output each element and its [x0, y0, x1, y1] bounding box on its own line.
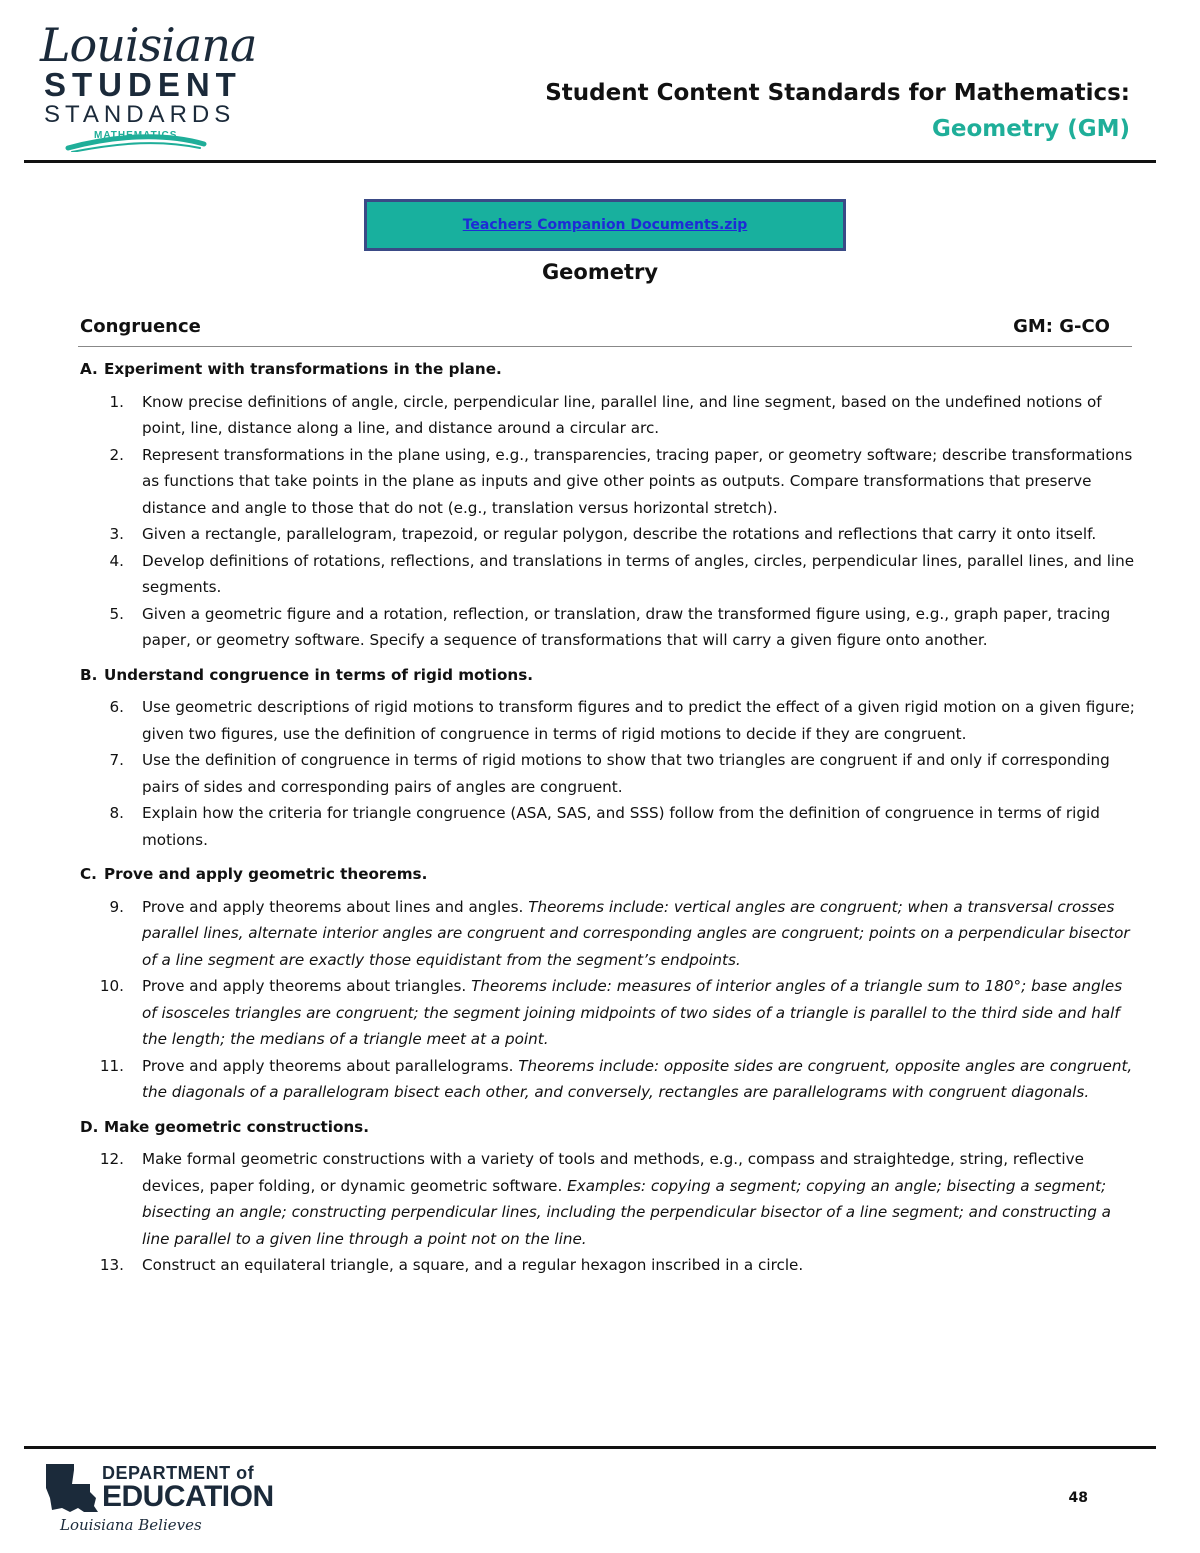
standard-number: 5. — [109, 604, 124, 623]
standard-number: 4. — [109, 551, 124, 570]
standard-text: Use geometric descriptions of rigid motions to transform figures and to predict the effect of a given rigid motion on a given figure; given two figures, use the definition of congruence in terms of rigid motions to decide if they are congruent. — [142, 698, 1135, 743]
louisiana-state-icon — [44, 1462, 100, 1516]
standard-text: Explain how the criteria for triangle congruence (ASA, SAS, and SSS) follow from the definition of congruence in terms of rigid motions. — [142, 804, 1100, 849]
standard-text: Represent transformations in the plane using, e.g., transparencies, tracing paper, or geometry software; describe transformations as functions that take points in the plane as inputs and give other points as outputs. Compare transformations that preserve distance and angle to those that do not (e.g., translation versus horizontal stretch). — [142, 445, 1133, 517]
category-code: GM: G-CO — [1013, 316, 1110, 337]
cluster-heading — [80, 861, 1138, 888]
footer-dept-line2: EDUCATION — [102, 1480, 274, 1513]
standard-item — [78, 389, 1138, 442]
standard-item — [78, 894, 1138, 974]
logo-standards-text: STANDARDS — [44, 101, 236, 128]
standard-text: Given a geometric figure and a rotation, reflection, or translation, draw the transformed figure using, e.g., graph paper, tracing paper, or geometry software. Specify a sequence of transformations that will carry a given figure onto another. — [142, 604, 1111, 649]
page-header-subtitle: Geometry (GM) — [932, 116, 1130, 142]
standard-examples: Examples: copying a segment; copying an angle; bisecting a segment; bisecting an angle; constructing perpendicular lines, including the perpendicular bisector of a line segment; and constructing a line parallel to a given line through a point not on the line. — [142, 1176, 1111, 1248]
standard-item — [78, 601, 1138, 654]
cluster-title: Understand congruence in terms of rigid motions. — [104, 665, 534, 684]
cluster-title: Experiment with transformations in the plane. — [104, 360, 502, 378]
standard-item — [78, 1146, 1138, 1252]
standard-text: Know precise definitions of angle, circle, perpendicular line, parallel line, and line segment, based on the undefined notions of point, line, distance along a line, and distance around a circular arc. — [142, 392, 1102, 437]
standard-text: Prove and apply theorems about parallelograms. — [142, 1056, 519, 1075]
page-number: 48 — [1068, 1490, 1088, 1506]
standard-number: 10. — [99, 977, 124, 995]
header-divider — [24, 160, 1156, 163]
standard-text: Given a rectangle, parallelogram, trapezoid, or regular polygon, describe the rotations and reflections that carry it onto itself. — [142, 525, 1097, 543]
standard-number: 7. — [109, 751, 124, 769]
standard-examples: Theorems include: vertical angles are congruent; when a transversal crosses parallel lines, alternate interior angles are congruent and corresponding angles are congruent; points on a perpendicular bisector of a line segment are exactly those equidistant from the segment’s endpoints. — [142, 897, 1130, 969]
footer-tagline: Louisiana Believes — [60, 1516, 202, 1534]
standard-number: 8. — [109, 804, 124, 822]
standard-number: 3. — [109, 525, 124, 543]
standard-number: 13. — [99, 1256, 124, 1274]
standard-item — [78, 1053, 1138, 1106]
companion-documents-link[interactable]: Teachers Companion Documents.zip — [462, 217, 748, 233]
cluster-letter: C. — [80, 865, 97, 883]
standard-text: Prove and apply theorems about lines and angles. — [142, 897, 529, 916]
standard-item — [78, 747, 1138, 800]
standard-text: Use the definition of congruence in terms of rigid motions to show that two triangles are congruent if and only if corresponding pairs of sides and corresponding pairs of angles are congruent. — [142, 751, 1110, 796]
standard-text: Make formal geometric constructions with a variety of tools and methods, e.g., compass and straightedge, string, reflective devices, paper folding, or dynamic geometric software. — [142, 1150, 1084, 1195]
cluster-letter: D. — [80, 1117, 99, 1136]
standard-number: 11. — [99, 1056, 124, 1075]
standard-item — [78, 1252, 1138, 1279]
standard-number: 1. — [109, 392, 124, 411]
logo-swoosh-icon — [32, 112, 212, 152]
page-header-title: Student Content Standards for Mathematics: — [545, 80, 1130, 106]
standard-text: Prove and apply theorems about triangles. — [142, 977, 472, 995]
logo-mathematics-text: MATHEMATICS — [94, 130, 178, 141]
logo-script-text: Louisiana — [40, 18, 257, 72]
standard-item — [78, 548, 1138, 601]
standard-number: 2. — [109, 445, 124, 464]
companion-documents-box — [364, 199, 846, 251]
cluster-title: Prove and apply geometric theorems. — [104, 865, 428, 883]
standard-number: 6. — [109, 698, 124, 716]
standard-text: Develop definitions of rotations, reflections, and translations in terms of angles, circles, perpendicular lines, parallel lines, and line segments. — [142, 551, 1135, 596]
section-title: Geometry — [541, 260, 659, 284]
footer-divider — [24, 1446, 1156, 1449]
cluster-title: Make geometric constructions. — [104, 1117, 369, 1136]
logo-student-text: STUDENT — [44, 66, 242, 103]
standard-item — [78, 694, 1138, 747]
cluster-heading — [80, 356, 1138, 383]
standards-list — [78, 356, 1138, 1287]
standard-item — [78, 521, 1138, 548]
cluster-heading — [80, 662, 1138, 689]
category-header — [78, 316, 1132, 347]
standard-item — [78, 973, 1138, 1053]
standard-text: Construct an equilateral triangle, a square, and a regular hexagon inscribed in a circle. — [142, 1256, 804, 1274]
standard-item — [78, 800, 1138, 853]
cluster-letter: A. — [80, 360, 98, 378]
standard-examples: Theorems include: measures of interior angles of a triangle sum to 180°; base angles of isosceles triangles are congruent; the segment joining midpoints of two sides of a triangle is parallel to the third side and half the length; the medians of a triangle meet at a point. — [142, 977, 1123, 1048]
standard-examples: Theorems include: opposite sides are congruent, opposite angles are congruent, the diagonals of a parallelogram bisect each other, and conversely, rectangles are parallelograms with congruent diagonals. — [142, 1056, 1133, 1101]
department-of-education-logo — [44, 1460, 284, 1540]
cluster-letter: B. — [80, 665, 98, 684]
standard-item — [78, 442, 1138, 522]
cluster-heading — [80, 1114, 1138, 1141]
category-name: Congruence — [80, 316, 201, 337]
standard-number: 12. — [99, 1150, 124, 1168]
footer-dept-line1: DEPARTMENT of — [102, 1463, 255, 1483]
standard-number: 9. — [109, 897, 124, 916]
